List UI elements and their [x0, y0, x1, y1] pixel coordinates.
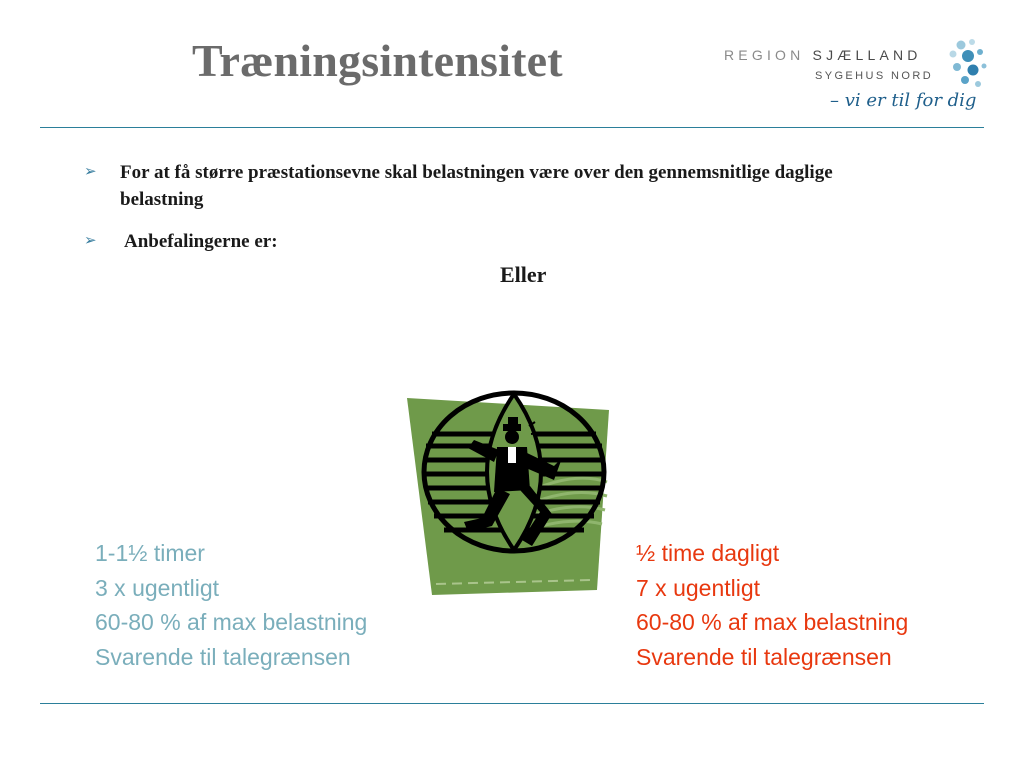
bullet-item	[84, 228, 484, 258]
hamster-wheel-businessman-clipart	[402, 390, 617, 600]
arrow-bullet-icon: ➢	[84, 164, 97, 180]
option-one-list	[95, 536, 367, 674]
logo-hospital-name: SYGEHUS NORD	[815, 70, 934, 82]
option-one-frequency: 3 x ugentligt	[95, 574, 220, 601]
arrow-bullet-icon: ➢	[84, 233, 97, 249]
option-one-talk-test: Svarende til talegrænsen	[95, 643, 351, 670]
option-two-intensity: 60-80 % af max belastning	[636, 609, 909, 635]
option-one-duration: 1-1½ timer	[95, 540, 205, 566]
separator-text: Eller	[500, 262, 547, 287]
option-two-talk-test: Svarende til talegrænsen	[636, 643, 892, 670]
option-two-list	[636, 536, 908, 674]
top-divider	[40, 127, 984, 128]
logo-region-name: REGION SJÆLLAND	[724, 47, 922, 63]
option-two-frequency: 7 x ugentligt	[636, 574, 761, 601]
bullet-item	[84, 159, 904, 219]
logo-tagline: – vi er til for dig	[830, 90, 977, 111]
region-sjaelland-logo	[718, 36, 998, 128]
option-one-intensity: 60-80 % af max belastning	[95, 609, 368, 635]
bullet-text: Anbefalingerne er:	[124, 231, 278, 252]
option-two-duration: ½ time dagligt	[636, 540, 780, 566]
slide-title: Træningsintensitet	[192, 35, 563, 86]
dot-cluster-logo-icon	[940, 36, 990, 96]
bullet-text: For at få større præstationsevne skal belastningen være over den gennemsnitlige daglige belastning	[120, 162, 833, 210]
bottom-divider	[40, 703, 984, 704]
